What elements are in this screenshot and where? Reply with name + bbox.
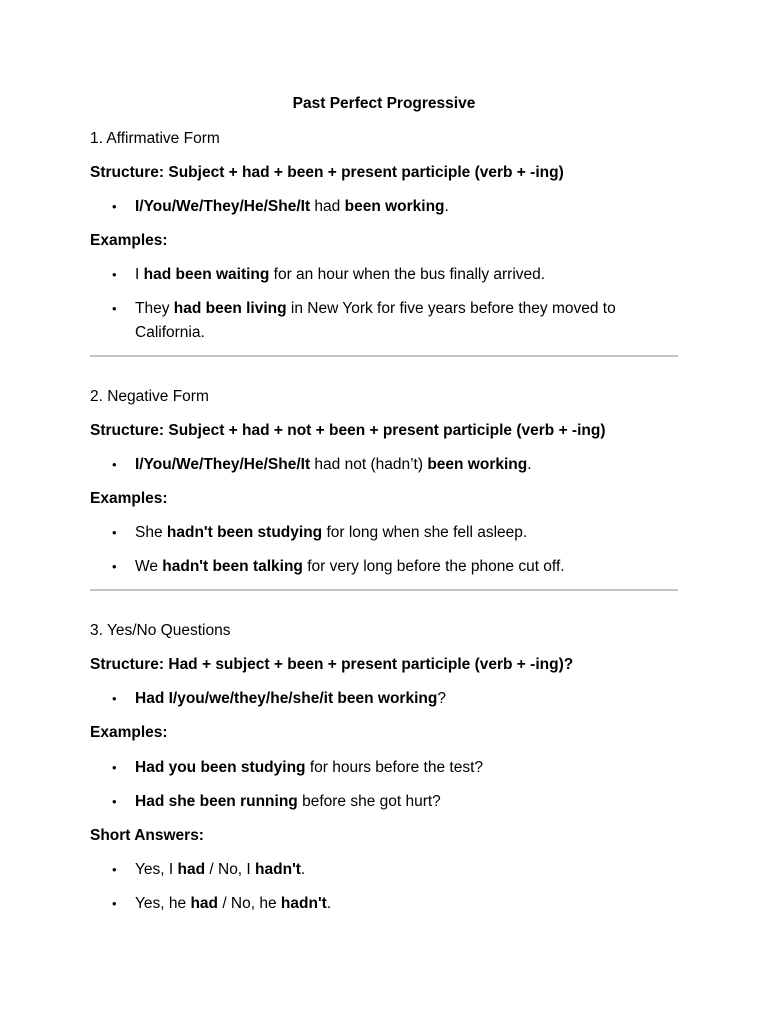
- example-text: She: [135, 524, 167, 541]
- structure-negative: Structure: Subject + had + not + been + present participle (verb + -ing): [90, 422, 606, 439]
- short-answers-label: Short Answers:: [90, 827, 204, 844]
- bullet-icon: •: [112, 760, 117, 775]
- pattern-questions: [135, 687, 655, 711]
- answer-text: / No, I: [205, 861, 256, 878]
- page-title: Past Perfect Progressive: [292, 95, 476, 112]
- answer-verb: had: [177, 861, 206, 878]
- answer-punct: .: [300, 861, 306, 878]
- answer-verb: hadn't: [255, 861, 301, 878]
- example-text: for very long before the phone cut off.: [302, 558, 565, 575]
- answer-verb: had: [190, 895, 219, 912]
- example-verb: had been living: [173, 300, 287, 317]
- pattern-subject: I/You/We/They/He/She/It: [135, 456, 311, 473]
- structure-questions: Structure: Had + subject + been + present participle (verb + -ing)?: [90, 656, 574, 673]
- pattern-text: had not (hadn’t): [310, 456, 428, 473]
- bullet-icon: •: [112, 794, 117, 809]
- bullet-icon: •: [112, 896, 117, 911]
- pattern-text: had: [310, 198, 345, 215]
- answer-text: Yes, he: [135, 895, 191, 912]
- example-affirmative-1: [135, 263, 655, 287]
- pattern-subject: I/You/We/They/He/She/It: [135, 198, 311, 215]
- bullet-icon: •: [112, 862, 117, 877]
- pattern-punct: .: [527, 456, 532, 473]
- example-negative-2: [135, 555, 655, 579]
- section-divider: [90, 589, 678, 591]
- example-question-1: [135, 756, 655, 780]
- example-text: We: [135, 558, 163, 575]
- examples-label-negative: Examples:: [90, 490, 168, 507]
- short-answer-2: [135, 892, 655, 916]
- bullet-icon: •: [112, 199, 117, 214]
- section-heading-negative: 2. Negative Form: [90, 388, 209, 405]
- examples-label-affirmative: Examples:: [90, 232, 168, 249]
- bullet-icon: •: [112, 301, 117, 316]
- pattern-verb: been working: [427, 456, 528, 473]
- example-verb: had been waiting: [143, 266, 270, 283]
- example-text: They: [135, 300, 174, 317]
- bullet-icon: •: [112, 525, 117, 540]
- examples-label-questions: Examples:: [90, 724, 168, 741]
- example-verb: hadn't been talking: [162, 558, 303, 575]
- pattern-verb: been working: [344, 198, 445, 215]
- example-text: I: [135, 266, 144, 283]
- pattern-negative: [135, 453, 655, 477]
- example-affirmative-2: [135, 297, 645, 345]
- example-text: for long when she fell asleep.: [322, 524, 528, 541]
- example-verb: Had you been studying: [135, 759, 306, 776]
- example-text: before she got hurt?: [297, 793, 441, 810]
- example-text: in New York for five years before they moved to California.: [135, 300, 616, 341]
- answer-text: / No, he: [218, 895, 281, 912]
- bullet-icon: •: [112, 267, 117, 282]
- short-answer-1: [135, 858, 655, 882]
- bullet-icon: •: [112, 559, 117, 574]
- answer-punct: .: [326, 895, 332, 912]
- example-verb: Had she been running: [135, 793, 298, 810]
- answer-verb: hadn't: [280, 895, 327, 912]
- example-negative-1: [135, 521, 655, 545]
- example-verb: hadn't been studying: [166, 524, 323, 541]
- section-divider: [90, 355, 678, 357]
- example-text: for hours before the test?: [305, 759, 484, 776]
- answer-text: Yes, I: [135, 861, 178, 878]
- pattern-punct: .: [444, 198, 449, 215]
- section-heading-questions: 3. Yes/No Questions: [90, 622, 231, 639]
- bullet-icon: •: [112, 457, 117, 472]
- example-text: for an hour when the bus finally arrived.: [269, 266, 546, 283]
- structure-affirmative: Structure: Subject + had + been + present participle (verb + -ing): [90, 164, 564, 181]
- pattern-affirmative: [135, 195, 655, 219]
- pattern-punct: ?: [437, 690, 446, 707]
- example-question-2: [135, 790, 655, 814]
- section-heading-affirmative: 1. Affirmative Form: [90, 130, 220, 147]
- bullet-icon: •: [112, 691, 117, 706]
- pattern-question: Had I/you/we/they/he/she/it been working: [135, 690, 438, 707]
